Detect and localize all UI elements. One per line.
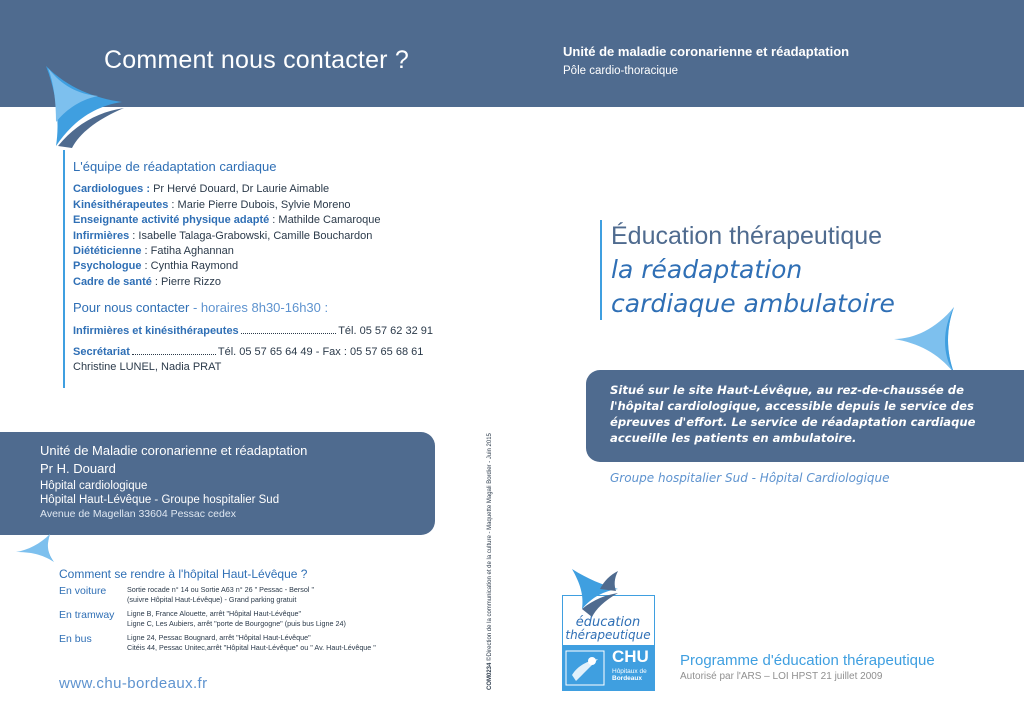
dot-leader <box>132 354 216 355</box>
address-street: Avenue de Magellan 33604 Pessac cedex <box>40 508 236 520</box>
address-hospital: Hôpital cardiologique <box>40 480 148 492</box>
secretariat-names: Christine LUNEL, Nadia PRAT <box>73 361 222 374</box>
print-credit: COM0234 ©Direction de la communication et de la culture - Maquette Magali Bordier - Juin 2015 <box>487 433 493 690</box>
access-bus: En bus Ligne 24, Pessac Bougnard, arrêt "Hôpital Haut-Lévêque" Citéis 44, Pessac Unitec,arrêt "Hôpital Haut-Lévêque" ou " Av. Haut-Lévêque " <box>59 633 376 652</box>
swoosh-small-icon <box>14 532 56 564</box>
education-star-icon <box>562 565 655 647</box>
contact-heading: Pour nous contacter - horaires 8h30-16h30 : <box>73 300 329 316</box>
secretariat-phone: Tél. 05 57 65 64 49 - Fax : 05 57 65 68 61 <box>217 346 424 359</box>
address-block <box>40 443 307 520</box>
chu-emblem-icon <box>562 645 608 691</box>
team-divider <box>63 150 65 388</box>
programme-authorisation: Autorisé par l'ARS – LOI HPST 21 juillet 2009 <box>680 671 883 682</box>
unit-title: Unité de maladie coronarienne et réadaptation <box>563 44 850 59</box>
swoosh-logo-icon <box>38 62 128 150</box>
pole-label: Pôle cardio-thoracique <box>563 65 679 77</box>
title-divider <box>600 220 602 320</box>
team-section <box>73 159 473 376</box>
team-member-enseignante: Enseignante activité physique adapté : Mathilde Camaroque <box>73 214 381 227</box>
access-tram: En tramway Ligne B, France Alouette, arrêt "Hôpital Haut-Lévêque" Ligne C, Les Aubiers, arrêt "porte de Bourgogne" (puis bus Ligne 24) <box>59 609 346 628</box>
chu-subtext: Hôpitaux de Bordeaux <box>612 668 647 682</box>
info-text: Situé sur le site Haut-Lévêque, au rez-de-chaussée de l'hôpital cardiologique, accessible depuis le service des épreuves d'effort. Le service de réadaptation cardiaque accueille les patients en ambulatoire. <box>610 383 976 445</box>
svg-text:thérapeutique: thérapeutique <box>565 628 651 642</box>
website-link[interactable]: www.chu-bordeaux.fr <box>59 675 208 692</box>
swoosh-right-icon <box>892 305 958 375</box>
address-head: Pr H. Douard <box>40 461 116 476</box>
nurses-phone-line: Infirmières et kinésithérapeutes Tél. 05 57 62 32 91 <box>73 324 433 339</box>
title-line-3: cardiaque ambulatoire <box>611 289 895 318</box>
title-line-1: Éducation thérapeutique <box>611 222 883 250</box>
address-unit: Unité de Maladie coronarienne et réadaptation <box>40 443 308 458</box>
secretariat-phone-line: Secrétariat Tél. 05 57 65 64 49 - Fax : 05 57 65 68 61 <box>73 345 433 360</box>
team-member-kinesitherapeutes: Kinésithérapeutes : Marie Pierre Dubois, Sylvie Moreno <box>73 198 351 211</box>
nurses-phone: Tél. 05 57 62 32 91 <box>338 324 433 337</box>
contact-title: Comment nous contacter ? <box>104 46 409 74</box>
team-heading: L'équipe de réadaptation cardiaque <box>73 159 277 174</box>
svg-text:éducation: éducation <box>575 615 641 630</box>
team-member-infirmieres: Infirmières : Isabelle Talaga-Grabowski, Camille Bouchardon <box>73 229 373 242</box>
access-car: En voiture Sortie rocade n° 14 ou Sortie A63 n° 26 " Pessac - Bersol " (suivre Hôpital Haut-Lévêque) - Grand parking gratuit <box>59 585 315 604</box>
programme-title: Programme d'éducation thérapeutique <box>680 652 935 669</box>
title-line-2: la réadaptation <box>611 255 803 284</box>
address-site: Hôpital Haut-Lévêque - Groupe hospitalier Sud <box>40 494 280 506</box>
team-member-dieteticienne: Diététicienne : Fatiha Aghannan <box>73 245 234 258</box>
dot-leader <box>241 333 337 334</box>
team-member-cadre: Cadre de santé : Pierre Rizzo <box>73 275 221 288</box>
access-title: Comment se rendre à l'hôpital Haut-Lévêque ? <box>59 567 308 581</box>
groupe-label: Groupe hospitalier Sud - Hôpital Cardiologique <box>610 471 890 485</box>
education-logo <box>562 565 655 647</box>
team-member-cardiologues: Cardiologues : Pr Hervé Douard, Dr Laurie Aimable <box>73 183 330 196</box>
access-list <box>59 585 376 657</box>
chu-text: CHU <box>612 647 649 666</box>
team-member-psychologue: Psychologue : Cynthia Raymond <box>73 260 239 273</box>
